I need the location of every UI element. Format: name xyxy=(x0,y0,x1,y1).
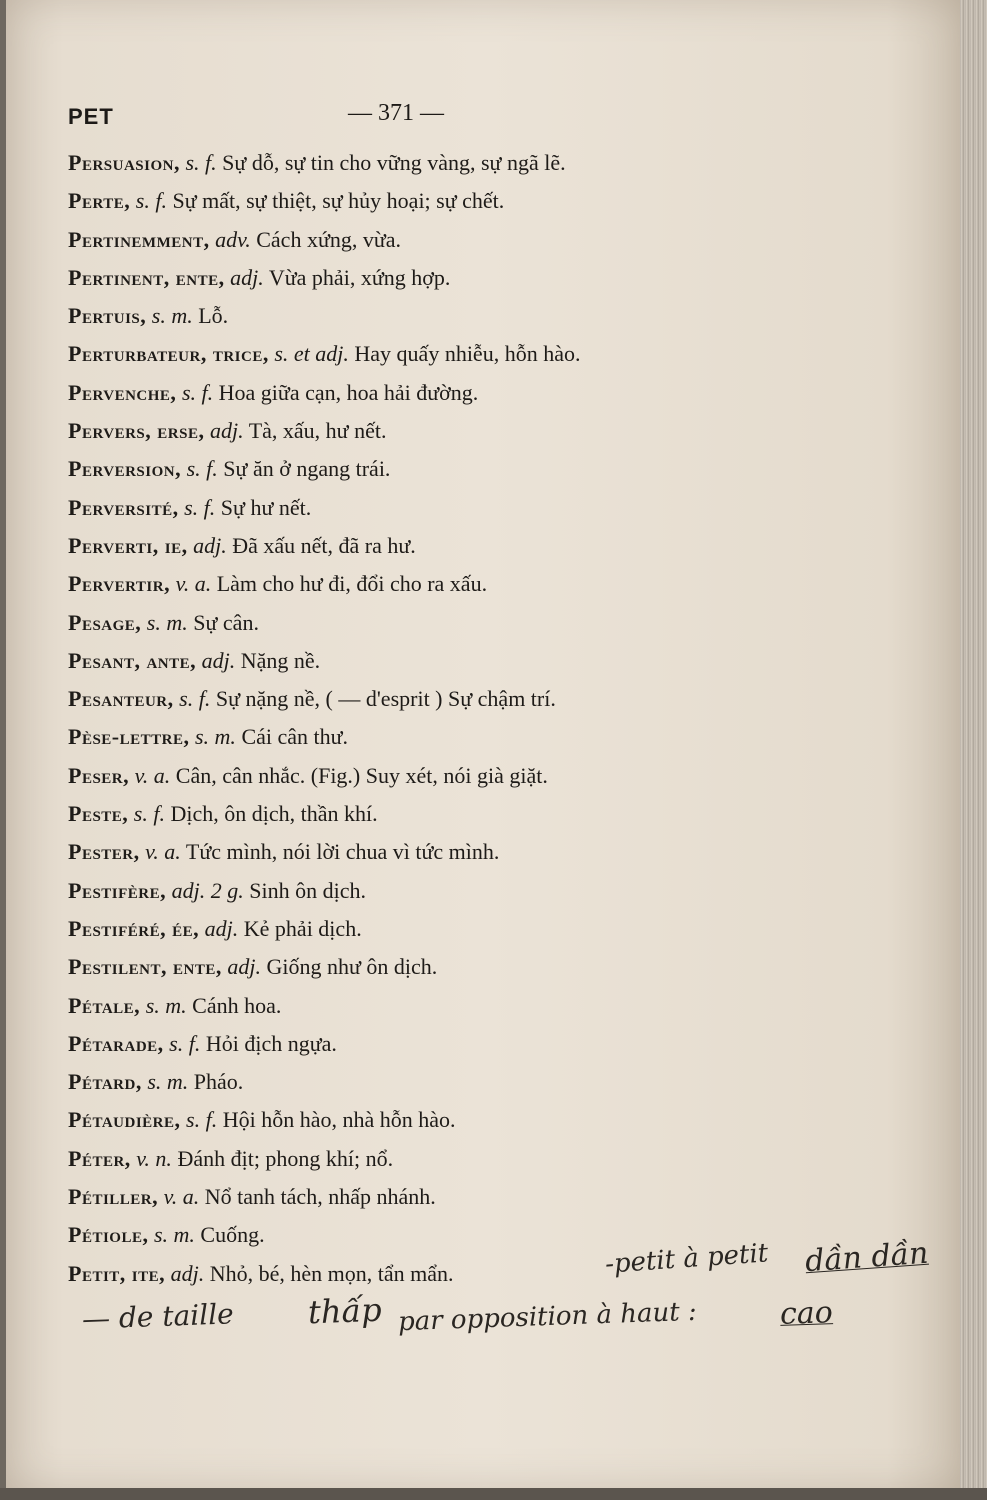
handwritten-note: dần dần xyxy=(803,1235,930,1280)
entry-headword: Petit, ite, xyxy=(68,1260,166,1286)
entry-definition: Dịch, ôn dịch, thần khí. xyxy=(170,801,378,827)
entry-grammar: adj. xyxy=(230,264,264,290)
dictionary-entry xyxy=(68,833,948,871)
entry-headword: Pertinemment, xyxy=(68,226,210,252)
handwritten-note: par opposition à haut : xyxy=(397,1296,698,1338)
entry-definition: Làm cho hư đi, đổi cho ra xấu. xyxy=(216,571,488,597)
entry-grammar: s. f. xyxy=(184,494,216,520)
book-bottom-edge xyxy=(0,1488,987,1500)
dictionary-entry xyxy=(68,604,948,642)
entry-definition: Cuống. xyxy=(200,1222,265,1248)
entry-grammar: adj. xyxy=(193,532,227,558)
entry-grammar: v. a. xyxy=(175,571,212,597)
dictionary-entry xyxy=(68,948,948,986)
entry-grammar: s. f. xyxy=(133,801,165,827)
dictionary-entry xyxy=(68,144,948,182)
entry-definition: Sự hư nết. xyxy=(220,494,312,520)
entry-definition: Cân, cân nhắc. (Fig.) Suy xét, nói già giặt. xyxy=(175,762,548,788)
dictionary-entry xyxy=(68,450,948,488)
entry-headword: Perte, xyxy=(68,188,131,214)
handwritten-note: cao xyxy=(779,1295,834,1332)
entry-headword: Pétale, xyxy=(68,992,141,1018)
entry-headword: Pertuis, xyxy=(68,303,147,329)
entry-grammar: s. f. xyxy=(179,686,211,712)
entry-headword: Perverti, ie, xyxy=(68,532,188,558)
entry-headword: Pestiféré, ée, xyxy=(68,915,200,941)
dictionary-entry xyxy=(68,642,948,680)
entry-definition: Hoa giữa cạn, hoa hải đường. xyxy=(218,379,479,405)
dictionary-entry xyxy=(68,795,948,833)
handwritten-note: -petit à petit xyxy=(604,1238,770,1280)
entry-grammar: v. a. xyxy=(145,839,181,865)
entry-definition: Sự mất, sự thiệt, sự hủy hoại; sự chết. xyxy=(172,188,505,214)
entry-headword: Pèse-lettre, xyxy=(68,724,190,750)
entry-headword: Pesanteur, xyxy=(68,686,174,712)
dictionary-entry xyxy=(68,987,948,1025)
dictionary-entry xyxy=(68,1025,948,1063)
entry-headword: Péter, xyxy=(68,1145,131,1171)
entry-headword: Pesant, ante, xyxy=(68,647,197,673)
entry-definition: Sự nặng nề, ( — d'esprit ) Sự chậm trí. xyxy=(215,686,556,712)
entry-definition: Pháo. xyxy=(193,1069,244,1095)
entry-grammar: s. m. xyxy=(147,1069,189,1095)
entry-headword: Pervertir, xyxy=(68,571,171,597)
entry-grammar: adj. xyxy=(170,1260,205,1286)
dictionary-entries xyxy=(68,144,948,1293)
dictionary-entry xyxy=(68,489,948,527)
running-head: PET xyxy=(68,104,114,129)
entry-grammar: s. m. xyxy=(153,1222,195,1248)
entry-definition: Nổ tanh tách, nhấp nhánh. xyxy=(204,1184,436,1210)
entry-headword: Pervers, erse, xyxy=(68,418,205,444)
dictionary-entry xyxy=(68,910,948,948)
entry-grammar: adj. xyxy=(201,647,236,673)
dictionary-entry xyxy=(68,221,948,259)
entry-grammar: s. m. xyxy=(146,609,188,635)
entry-grammar: adj. 2 g. xyxy=(171,877,244,903)
entry-definition: Kẻ phải dịch. xyxy=(243,915,362,941)
entry-headword: Perversion, xyxy=(68,456,182,482)
entry-grammar: s. f. xyxy=(186,456,218,482)
entry-headword: Persuasion, xyxy=(68,150,180,175)
dictionary-entry xyxy=(68,297,948,335)
entry-headword: Pesage, xyxy=(68,609,142,635)
entry-headword: Pétiole, xyxy=(68,1222,149,1248)
page-header xyxy=(68,100,928,134)
dictionary-entry xyxy=(68,527,948,565)
page-number: — 371 — xyxy=(348,100,444,126)
entry-definition: Sinh ôn dịch. xyxy=(249,877,366,903)
entry-headword: Pester, xyxy=(68,839,140,865)
dictionary-entry xyxy=(68,872,948,910)
entry-definition: Hỏi địch ngựa. xyxy=(205,1030,337,1056)
entry-headword: Pétaudière, xyxy=(68,1107,181,1133)
entry-definition: Tà, xấu, hư nết. xyxy=(248,418,387,444)
entry-headword: Perturbateur, trice, xyxy=(68,341,269,367)
entry-grammar: v. a. xyxy=(163,1184,200,1210)
entry-definition: Tức mình, nói lời chua vì tức mình. xyxy=(185,839,500,865)
entry-grammar: adj. xyxy=(209,418,244,444)
entry-definition: Hội hỗn hào, nhà hỗn hào. xyxy=(222,1107,456,1133)
dictionary-entry xyxy=(68,565,948,603)
entry-definition: Cánh hoa. xyxy=(192,992,282,1018)
entry-headword: Pertinent, ente, xyxy=(68,264,225,290)
entry-grammar: s. f. xyxy=(181,379,214,405)
dictionary-entry xyxy=(68,374,948,412)
entry-grammar: s. et adj. xyxy=(274,341,349,367)
dictionary-entry xyxy=(68,335,948,373)
entry-headword: Pétiller, xyxy=(68,1184,159,1210)
entry-headword: Peste, xyxy=(68,801,129,827)
handwritten-note: thấp xyxy=(307,1290,383,1332)
entry-definition: Nhỏ, bé, hèn mọn, tẩn mẩn. xyxy=(209,1260,454,1286)
dictionary-entry xyxy=(68,1063,948,1101)
entry-grammar: s. f. xyxy=(169,1030,201,1056)
dictionary-entry xyxy=(68,1140,948,1178)
dictionary-entry xyxy=(68,718,948,756)
entry-grammar: adj. xyxy=(204,915,239,941)
entry-definition: Đánh địt; phong khí; nổ. xyxy=(177,1145,394,1171)
entry-grammar: s. m. xyxy=(145,992,187,1018)
entry-definition: Vừa phải, xứng hợp. xyxy=(268,264,451,290)
entry-grammar: s. m. xyxy=(194,724,236,750)
dictionary-entry xyxy=(68,680,948,718)
entry-definition: Sự dỗ, sự tin cho vững vàng, sự ngã lẽ. xyxy=(222,150,566,175)
entry-grammar: adj. xyxy=(227,954,261,980)
dictionary-entry xyxy=(68,1101,948,1139)
page-stack-edge xyxy=(960,0,987,1500)
entry-definition: Lỗ. xyxy=(198,303,229,329)
entry-grammar: v. n. xyxy=(136,1145,172,1171)
entry-headword: Pétarade, xyxy=(68,1030,164,1056)
dictionary-entry xyxy=(68,182,948,220)
entry-grammar: s. f. xyxy=(135,188,167,214)
entry-grammar: s. m. xyxy=(151,303,193,329)
entry-definition: Sự ăn ở ngang trái. xyxy=(223,456,391,482)
entry-headword: Peser, xyxy=(68,762,130,788)
handwritten-note: — de taille xyxy=(81,1297,235,1336)
entry-grammar: v. a. xyxy=(134,762,171,788)
entry-definition: Sự cân. xyxy=(193,609,259,635)
entry-headword: Pétard, xyxy=(68,1069,142,1095)
entry-definition: Giống như ôn dịch. xyxy=(266,954,438,980)
entry-grammar: s. f. xyxy=(186,1107,218,1133)
entry-definition: Cái cân thư. xyxy=(241,724,349,750)
entry-headword: Perversité, xyxy=(68,494,179,520)
entry-headword: Pestilent, ente, xyxy=(68,954,222,980)
entry-definition: Hay quấy nhiễu, hỗn hào. xyxy=(354,341,581,367)
dictionary-entry xyxy=(68,1178,948,1216)
entry-definition: Đã xấu nết, đã ra hư. xyxy=(232,532,416,558)
entry-definition: Nặng nề. xyxy=(240,647,321,673)
entry-headword: Pestifère, xyxy=(68,877,167,903)
entry-grammar: adv. xyxy=(215,226,251,252)
dictionary-entry xyxy=(68,259,948,297)
entry-grammar: s. f. xyxy=(185,150,217,175)
dictionary-entry xyxy=(68,412,948,450)
entry-definition: Cách xứng, vừa. xyxy=(256,226,402,252)
dictionary-entry xyxy=(68,757,948,795)
entry-headword: Pervenche, xyxy=(68,379,177,405)
